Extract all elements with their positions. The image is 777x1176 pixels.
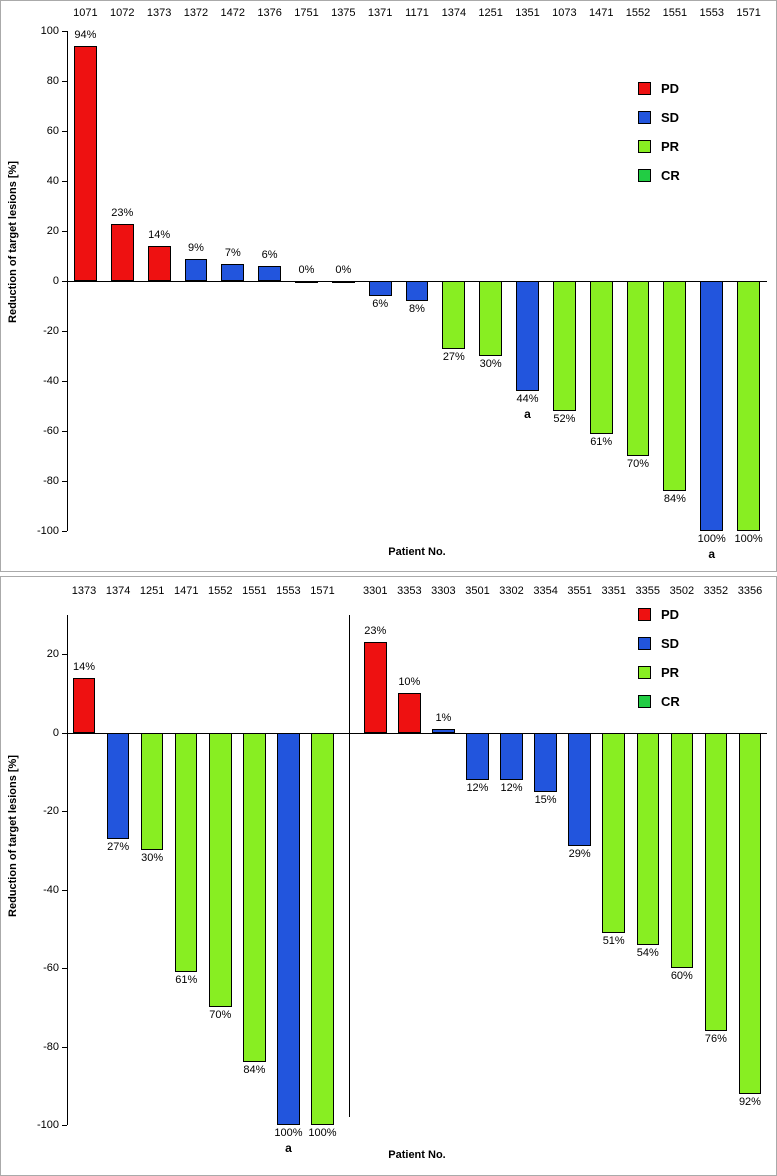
bar-value-label: 51% — [602, 934, 625, 947]
y-tick-label: -60 — [43, 425, 59, 437]
x-category-label: 1552 — [208, 585, 233, 597]
bar-value-label: 27% — [107, 840, 130, 853]
y-tick-label: -20 — [43, 805, 59, 818]
bar-value-label: 100% — [734, 533, 763, 545]
y-axis-title: Reduction of target lesions [%] — [7, 161, 19, 323]
x-category-label: 3302 — [499, 585, 524, 597]
bar-1472 — [221, 264, 244, 282]
x-axis-title: Patient No. — [388, 546, 446, 558]
bar-1373 — [73, 678, 95, 733]
x-category-label: 3501 — [465, 585, 490, 597]
bar-value-label: 92% — [738, 1095, 761, 1108]
footnote-mark: a — [524, 407, 531, 421]
x-category-label: 1372 — [183, 7, 209, 19]
x-category-label: 1751 — [294, 7, 319, 19]
bar-value-label: 44% — [516, 393, 539, 405]
x-category-label: 1251 — [478, 7, 503, 19]
bar-3351 — [602, 733, 624, 933]
x-category-label: 3353 — [397, 585, 422, 597]
legend-item-sd — [638, 110, 680, 125]
bar-3353 — [398, 693, 420, 732]
footnote-mark: a — [708, 547, 716, 561]
bar-1571 — [311, 733, 333, 1125]
bar-1471 — [175, 733, 197, 972]
bar-value-label: 100% — [697, 533, 726, 545]
x-category-label: 3356 — [737, 585, 763, 597]
x-category-label: 1571 — [310, 585, 335, 597]
bar-value-label: 54% — [636, 946, 659, 959]
legend-swatch-sd — [638, 637, 651, 650]
x-category-label: 3301 — [363, 585, 388, 597]
legend-label-pd: PD — [661, 607, 680, 622]
y-tick-label: 100 — [40, 25, 59, 37]
bar-3352 — [705, 733, 727, 1031]
bar-value-label: 23% — [111, 206, 134, 219]
y-tick-label: -80 — [43, 475, 59, 487]
bar-1571 — [737, 281, 760, 531]
x-category-label: 3502 — [669, 585, 695, 597]
bar-1071 — [74, 46, 97, 281]
bar-1251 — [141, 733, 163, 851]
bar-value-label: 84% — [663, 493, 686, 505]
bar-value-label: 70% — [209, 1009, 232, 1022]
bar-value-label: 76% — [704, 1032, 727, 1045]
y-tick-label: 0 — [52, 726, 59, 739]
bar-value-label: 94% — [74, 29, 97, 41]
bar-3356 — [739, 733, 761, 1094]
bar-1375 — [332, 281, 355, 283]
bar-1171 — [406, 281, 429, 301]
bar-value-label: 30% — [479, 358, 502, 370]
x-category-label: 1071 — [73, 7, 98, 19]
bar-value-label: 12% — [500, 781, 523, 794]
bar-1371 — [369, 281, 392, 296]
bar-value-label: 61% — [590, 435, 613, 448]
bar-value-label: 8% — [409, 303, 425, 315]
y-tick-label: 40 — [46, 175, 59, 187]
legend-label-pr: PR — [661, 139, 680, 154]
bar-value-label: 61% — [175, 974, 198, 986]
legend-swatch-pr — [638, 666, 651, 679]
bar-3502 — [671, 733, 693, 968]
legend-label-cr: CR — [661, 694, 680, 709]
bar-value-label: 7% — [224, 246, 241, 259]
x-category-label: 1471 — [588, 7, 614, 19]
x-category-label: 1171 — [405, 7, 429, 19]
bar-3303 — [432, 729, 454, 733]
chart-legend — [638, 607, 680, 723]
bar-value-label: 27% — [442, 350, 465, 363]
bar-value-label: 9% — [187, 241, 204, 254]
bar-value-label: 0% — [298, 264, 315, 276]
bar-value-label: 1% — [435, 711, 452, 724]
legend-label-pd: PD — [661, 81, 680, 96]
y-tick-label: -60 — [43, 962, 59, 975]
bar-value-label: 6% — [372, 298, 389, 310]
bar-value-label: 100% — [274, 1127, 303, 1139]
bar-3355 — [637, 733, 659, 945]
bar-1552 — [209, 733, 231, 1008]
y-axis-line — [67, 615, 68, 1125]
x-category-label: 1552 — [625, 7, 651, 19]
bar-value-label: 23% — [364, 625, 387, 638]
bar-value-label: 30% — [141, 852, 164, 865]
x-category-label: 1373 — [146, 7, 172, 19]
bar-1072 — [111, 224, 134, 282]
x-category-label: 1371 — [367, 7, 393, 19]
x-category-label: 1351 — [515, 7, 540, 19]
bar-value-label: 0% — [335, 264, 352, 276]
y-tick-label: -40 — [43, 883, 59, 896]
bar-value-label: 15% — [534, 793, 557, 806]
x-category-label: 3354 — [533, 585, 558, 597]
bar-3501 — [466, 733, 488, 780]
bar-1471 — [590, 281, 613, 434]
x-category-label: 3551 — [567, 585, 592, 597]
legend-item-pd — [638, 81, 680, 96]
x-category-label: 1375 — [331, 7, 356, 19]
legend-item-cr — [638, 168, 680, 183]
bar-value-label: 100% — [308, 1127, 337, 1139]
legend-swatch-cr — [638, 695, 651, 708]
y-tick-label: 80 — [46, 75, 59, 87]
bar-1751 — [295, 281, 318, 283]
bar-1551 — [243, 733, 265, 1063]
bar-3551 — [568, 733, 590, 847]
bar-value-label: 10% — [398, 676, 421, 689]
legend-label-sd: SD — [661, 636, 680, 651]
legend-item-cr — [638, 694, 680, 709]
x-category-label: 1073 — [552, 7, 577, 19]
x-category-label: 1376 — [257, 7, 282, 19]
footnote-mark: a — [285, 1141, 292, 1155]
legend-label-cr: CR — [661, 168, 680, 183]
x-category-label: 3351 — [601, 585, 626, 597]
bar-value-label: 52% — [553, 413, 576, 425]
bar-value-label: 6% — [261, 249, 278, 261]
y-tick-label: -80 — [43, 1040, 59, 1053]
bar-value-label: 70% — [627, 458, 650, 470]
legend-swatch-pd — [638, 608, 651, 621]
group-divider — [349, 615, 350, 1117]
y-tick-mark — [62, 531, 67, 532]
legend-swatch-cr — [638, 169, 651, 182]
y-tick-label: 20 — [46, 225, 59, 237]
y-tick-label: -20 — [43, 325, 59, 337]
bar-value-label: 12% — [466, 781, 489, 794]
x-category-label: 1553 — [276, 585, 301, 597]
x-category-label: 3355 — [635, 585, 661, 597]
x-category-label: 1374 — [441, 7, 467, 19]
waterfall-chart-top — [0, 0, 777, 572]
x-category-label: 1471 — [173, 585, 199, 597]
x-category-label: 1472 — [220, 7, 246, 19]
legend-item-sd — [638, 636, 680, 651]
y-tick-label: 0 — [52, 275, 59, 287]
bar-value-label: 60% — [670, 970, 693, 983]
bar-1552 — [627, 281, 650, 456]
y-tick-label: 20 — [46, 648, 59, 661]
x-category-label: 1374 — [105, 585, 131, 597]
bar-1372 — [185, 259, 208, 282]
bar-1553 — [277, 733, 299, 1125]
x-axis-title: Patient No. — [388, 1149, 446, 1161]
bar-value-label: 14% — [73, 660, 96, 673]
legend-label-sd: SD — [661, 110, 680, 125]
x-category-label: 1571 — [736, 7, 761, 19]
x-category-label: 1373 — [71, 585, 97, 597]
y-tick-label: -100 — [36, 1119, 59, 1131]
legend-swatch-sd — [638, 111, 651, 124]
bar-3301 — [364, 642, 386, 732]
x-category-label: 1551 — [242, 585, 267, 597]
legend-item-pr — [638, 665, 680, 680]
bar-3354 — [534, 733, 556, 792]
bar-1251 — [479, 281, 502, 356]
x-category-label: 1551 — [662, 7, 688, 19]
bar-1351 — [516, 281, 539, 391]
bar-value-label: 29% — [568, 848, 591, 861]
bar-1073 — [553, 281, 576, 411]
y-tick-mark — [62, 1125, 67, 1126]
bar-1553 — [700, 281, 723, 531]
legend-item-pr — [638, 139, 680, 154]
y-tick-label: -40 — [43, 375, 59, 387]
y-tick-label: -100 — [36, 525, 59, 537]
y-axis-title: Reduction of target lesions [%] — [7, 755, 19, 917]
bar-value-label: 84% — [243, 1064, 266, 1077]
waterfall-chart-bottom — [0, 576, 777, 1176]
bar-1374 — [107, 733, 129, 839]
x-axis-zero-line — [67, 733, 767, 734]
x-category-label: 1072 — [110, 7, 135, 19]
bar-1373 — [148, 246, 171, 281]
bar-1374 — [442, 281, 465, 349]
x-category-label: 1553 — [699, 7, 724, 19]
legend-label-pr: PR — [661, 665, 680, 680]
x-category-label: 1251 — [139, 585, 165, 597]
bar-3302 — [500, 733, 522, 780]
chart-legend — [638, 81, 680, 197]
legend-item-pd — [638, 607, 680, 622]
bar-value-label: 14% — [148, 229, 171, 241]
x-category-label: 3352 — [703, 585, 729, 597]
y-tick-label: 60 — [46, 125, 59, 137]
bar-1376 — [258, 266, 281, 281]
bar-1551 — [663, 281, 686, 491]
legend-swatch-pr — [638, 140, 651, 153]
x-category-label: 3303 — [431, 585, 456, 597]
legend-swatch-pd — [638, 82, 651, 95]
